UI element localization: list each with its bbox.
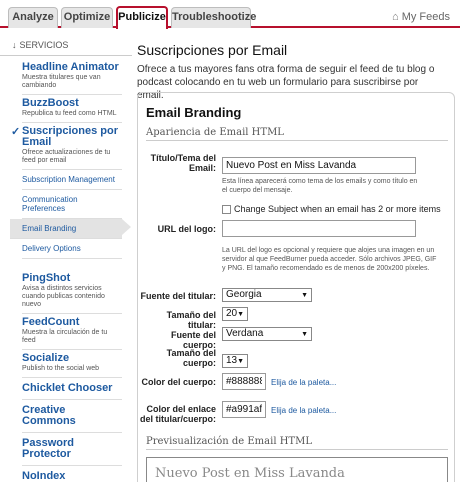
dropdown-arrow-icon: ▼ (301, 292, 308, 299)
logo-url-input[interactable] (222, 220, 416, 237)
body-font-label: Fuente del cuerpo: (170, 330, 216, 350)
sidebar-subitem-email-branding[interactable]: Email Branding (10, 219, 122, 239)
body-size-select[interactable] (222, 354, 248, 368)
tab-troubleshootize[interactable]: Troubleshootize (171, 7, 251, 28)
body-font-value: Verdana (226, 328, 264, 339)
dropdown-arrow-icon: ▼ (301, 331, 308, 338)
my-feeds-label: My Feeds (401, 11, 450, 23)
services-heading (0, 36, 132, 56)
sidebar-item-noindex[interactable] (22, 466, 122, 482)
sidebar-item-title: BuzzBoost (22, 97, 79, 109)
sidebar-item-creative-commons[interactable] (22, 400, 122, 433)
dropdown-arrow-icon: ▼ (237, 358, 244, 365)
tab-analyze[interactable]: Analyze (8, 7, 58, 28)
sidebar-subitem-delivery-options[interactable]: Delivery Options (22, 239, 122, 259)
dropdown-arrow-icon: ▼ (237, 311, 244, 318)
headline-font-select[interactable] (222, 288, 312, 302)
body-size-label: Tamaño del cuerpo: (166, 348, 216, 368)
logo-url-label: URL del logo: (157, 224, 216, 234)
sidebar-item-headline-animator[interactable] (22, 56, 122, 95)
headline-font-label: Fuente del titular: (140, 291, 216, 301)
sidebar-item-title: Creative Commons (22, 404, 76, 427)
top-tab-bar (0, 0, 460, 28)
email-title-label: Título/Tema del Email: (150, 153, 216, 173)
headline-font-value: Georgia (226, 289, 262, 300)
sidebar-item-title: PingShot (22, 272, 71, 284)
link-color-palette-link[interactable]: Elija de la paleta... (271, 406, 337, 415)
sidebar-item-desc: Republica tu feed como HTML (22, 110, 117, 117)
sidebar-item-password-protector[interactable] (22, 433, 122, 466)
sidebar-item-title: Chicklet Chooser (22, 382, 113, 394)
logo-url-help: La URL del logo es opcional y requiere que alojes una imagen en un servidor al que FeedBurner pueda acceder. Sólo archivos JPEG, GIF y PNG. El tamaño recomendado es de menos de 200x200 píxeles. (222, 247, 437, 272)
sidebar-item-desc: Publish to the social web (22, 365, 100, 372)
sidebar-subitem-subscription-management[interactable]: Subscription Management (22, 170, 122, 190)
services-sidebar (0, 36, 132, 482)
section-html-appearance: Apariencia de Email HTML (146, 127, 448, 141)
sidebar-item-pingshot[interactable] (22, 259, 122, 314)
sidebar-subitem-communication-preferences[interactable]: Communication Preferences (22, 190, 122, 219)
sidebar-item-title: Headline Animator (22, 61, 119, 73)
tab-optimize[interactable]: Optimize (61, 7, 113, 28)
link-color-input[interactable] (222, 401, 266, 418)
sidebar-item-socialize[interactable] (22, 350, 122, 378)
section-preview: Previsualización de Email HTML (146, 436, 448, 450)
body-size-value: 13 (226, 355, 238, 366)
email-preview-box (146, 457, 448, 482)
link-color-label: Color del enlace del titular/cuerpo: (139, 404, 216, 424)
sidebar-item-feedcount[interactable] (22, 314, 122, 350)
email-title-help: Esta línea aparecerá como tema de los emails y como título en el cuerpo del mensaje. (222, 178, 418, 194)
my-feeds-link[interactable] (392, 11, 450, 23)
change-subject-label: Change Subject when an email has 2 or more items (234, 204, 441, 214)
arrow-down-icon: ↓ (12, 40, 17, 50)
sidebar-item-title: NoIndex (22, 470, 66, 482)
sidebar-item-desc: Muestra la circulación de tu feed (22, 329, 108, 344)
email-title-input[interactable] (222, 157, 416, 174)
body-color-palette-link[interactable]: Elija de la paleta... (271, 378, 337, 387)
body-font-select[interactable] (222, 327, 312, 341)
email-branding-panel (137, 92, 455, 482)
sidebar-item-chicklet-chooser[interactable] (22, 378, 122, 400)
page-title: Suscripciones por Email (137, 42, 288, 58)
page-intro: Ofrece a tus mayores fans otra forma de seguir el feed de tu blog o podcast colocando en tu web un formulario para suscribirse por email. (137, 64, 435, 101)
services-heading-label: SERVICIOS (19, 40, 69, 50)
home-icon: ⌂ (392, 11, 399, 23)
sidebar-item-email-subscriptions[interactable] (11, 123, 122, 170)
sidebar-item-desc: Ofrece actualizaciones de tu feed por email (22, 149, 111, 164)
panel-title: Email Branding (146, 105, 242, 120)
body-color-input[interactable] (222, 373, 266, 390)
tab-publicize[interactable]: Publicize (116, 6, 168, 29)
headline-size-select[interactable] (222, 307, 248, 321)
headline-size-label: Tamaño del titular: (166, 310, 216, 330)
checkmark-icon: ✓ (11, 126, 21, 138)
sidebar-item-title: Socialize (22, 352, 70, 364)
sidebar-item-title: FeedCount (22, 316, 80, 328)
body-color-label: Color del cuerpo: (141, 377, 216, 387)
sidebar-item-desc: Muestra titulares que van cambiando (22, 74, 101, 89)
headline-size-value: 20 (226, 308, 238, 319)
preview-title: Nuevo Post en Miss Lavanda (155, 466, 345, 481)
sidebar-item-title: Suscripciones por Email (22, 125, 118, 148)
sidebar-item-title: Password Protector (22, 437, 74, 460)
sidebar-item-desc: Avisa a distintos servicios cuando publicas contenido nuevo (22, 285, 105, 308)
sidebar-item-buzzboost[interactable] (22, 95, 122, 123)
change-subject-checkbox[interactable] (222, 205, 231, 214)
